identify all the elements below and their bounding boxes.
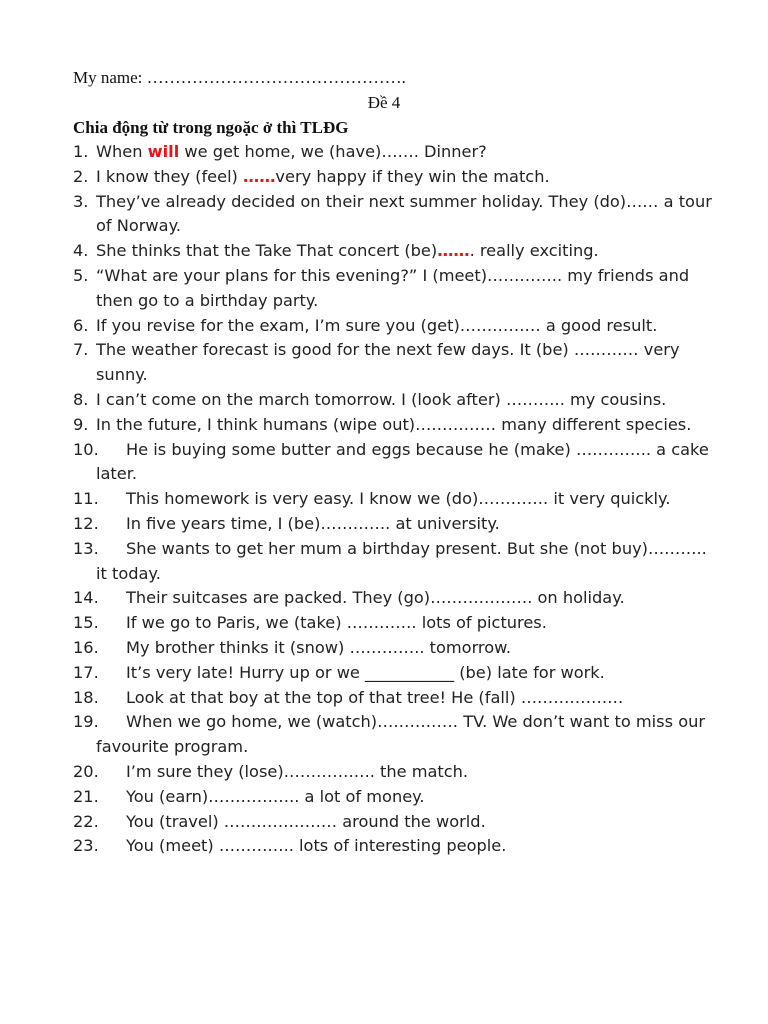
exercise-item: [73, 438, 713, 488]
exercise-item: [73, 487, 713, 512]
instruction-heading: Chia động từ trong ngoặc ở thì TLĐG: [73, 118, 349, 137]
exercise-text: This homework is very easy. I know we (do)…………. it very quickly.: [126, 489, 671, 509]
exercise-text: They’ve already decided on their next summer holiday. They (do)…… a tour of Norway.: [96, 191, 712, 236]
highlighted-answer: will: [147, 142, 180, 161]
highlighted-answer: ……: [243, 166, 276, 186]
exercise-item: [73, 661, 713, 686]
exercise-item: [73, 512, 713, 537]
exercise-number: 18.: [73, 687, 99, 707]
exercise-text: I’m sure they (lose)…………….. the match.: [126, 761, 469, 781]
exercise-number: 10.: [73, 439, 99, 459]
exercise-text: If you revise for the exam, I’m sure you (get)…………… a good result.: [96, 315, 658, 335]
exercise-number: 9.: [73, 414, 89, 434]
exercise-text: [96, 167, 550, 186]
exercise-text-part: very happy if they win the match.: [275, 166, 550, 186]
exercise-number: 16.: [73, 637, 99, 657]
exercise-item: [73, 785, 713, 810]
exercise-item: [73, 165, 713, 190]
name-line: My name: ……………………………………….: [73, 68, 406, 87]
exercise-text: My brother thinks it (snow) ………….. tomorrow.: [126, 637, 512, 657]
exercise-text: Their suitcases are packed. They (go)………………. on holiday.: [126, 588, 625, 608]
exercise-text: When we go home, we (watch)…………… TV. We don’t want to miss our favourite program.: [96, 712, 706, 757]
exercise-number: 7.: [73, 340, 89, 360]
exercise-number: 14.: [73, 588, 99, 608]
exercise-text: He is buying some butter and eggs because he (make) ………….. a cake later.: [96, 439, 709, 484]
exercise-number: 8.: [73, 389, 89, 409]
exercise-text-part: She thinks that the Take That concert (be): [96, 241, 438, 261]
exercise-item: [73, 686, 713, 711]
exercise-text-part: I know they (feel): [96, 166, 244, 186]
exercise-number: 15.: [73, 613, 99, 633]
exercise-item: [73, 636, 713, 661]
exercise-item: [73, 834, 713, 859]
exercise-number: 22.: [73, 811, 99, 831]
exercise-text: [96, 241, 599, 260]
exercise-number: 3.: [73, 191, 89, 211]
exercise-list: [73, 140, 713, 859]
exercise-text-part: When: [96, 142, 148, 161]
exercise-text: If we go to Paris, we (take) …………. lots of pictures.: [126, 613, 547, 633]
exercise-item: [73, 140, 713, 165]
exercise-item: [73, 586, 713, 611]
exercise-text: The weather forecast is good for the next few days. It (be) ………… very sunny.: [96, 340, 680, 385]
exercise-number: 23.: [73, 836, 99, 856]
exercise-text: [96, 142, 487, 161]
exercise-item: [73, 388, 713, 413]
exercise-item: [73, 611, 713, 636]
exercise-item: [73, 710, 713, 760]
exercise-number: 20.: [73, 761, 99, 781]
exercise-item: [73, 810, 713, 835]
exam-number: [0, 93, 768, 113]
exercise-item: [73, 190, 713, 240]
exercise-number: 4.: [73, 241, 89, 261]
exercise-text-part: . really exciting.: [469, 241, 599, 261]
exercise-number: 1.: [73, 142, 89, 161]
exercise-text: You (meet) ………….. lots of interesting people.: [126, 836, 507, 856]
exercise-text: You (earn)…………….. a lot of money.: [126, 786, 425, 806]
exercise-text: It’s very late! Hurry up or we ___________ (be) late for work.: [126, 662, 605, 682]
exercise-item: [73, 338, 713, 388]
exercise-text: She wants to get her mum a birthday present. But she (not buy)……….. it today.: [96, 538, 707, 583]
exercise-number: 19.: [73, 712, 99, 732]
exercise-item: [73, 760, 713, 785]
exercise-text: You (travel) ………………… around the world.: [126, 811, 486, 831]
exercise-number: 2.: [73, 166, 89, 186]
exercise-item: [73, 314, 713, 339]
exercise-text: In the future, I think humans (wipe out)…………… many different species.: [96, 414, 692, 434]
exercise-item: [73, 239, 713, 264]
exercise-text: In five years time, I (be)…………. at university.: [126, 513, 500, 533]
exercise-text: I can’t come on the march tomorrow. I (look after) ……….. my cousins.: [96, 389, 667, 409]
exercise-text: “What are your plans for this evening?” I (meet)………….. my friends and then go to a birthday party.: [96, 265, 690, 310]
highlighted-answer: ……: [437, 241, 470, 261]
exercise-number: 11.: [73, 489, 99, 509]
exercise-number: 6.: [73, 315, 89, 335]
exercise-number: 21.: [73, 786, 99, 806]
exercise-item: [73, 413, 713, 438]
exercise-text-part: we get home, we (have)……. Dinner?: [179, 142, 487, 161]
exercise-number: 5.: [73, 265, 89, 285]
exercise-number: 12.: [73, 513, 99, 533]
exam-number-text: Đề 4: [367, 93, 401, 112]
exercise-number: 13.: [73, 538, 99, 558]
exercise-text: Look at that boy at the top of that tree! He (fall) ……………….: [126, 687, 624, 707]
exercise-item: [73, 537, 713, 587]
exercise-number: 17.: [73, 662, 99, 682]
exercise-item: [73, 264, 713, 314]
